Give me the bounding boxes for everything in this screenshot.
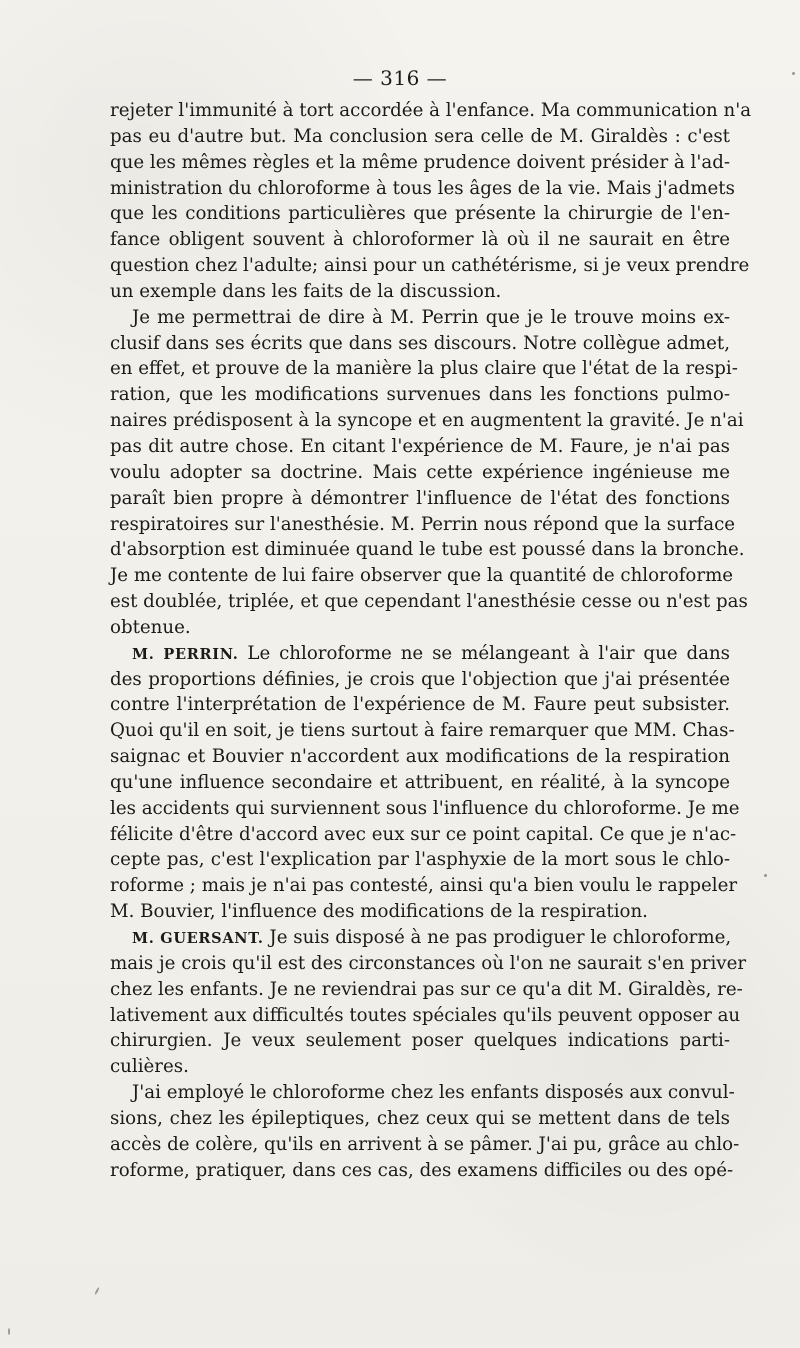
text-line: sions, chez les épileptiques, chez ceux qui se mettent dans de tels <box>110 1107 730 1129</box>
text-line: naires prédisposent à la syncope et en augmentent la gravité. Je n'ai <box>110 410 744 432</box>
text-line: pas dit autre chose. En citant l'expérience de M. Faure, je n'ai pas <box>110 435 730 457</box>
text-line: roforme, pratiquer, dans ces cas, des examens difficiles ou des opé- <box>110 1159 734 1181</box>
paragraph-perrin <box>110 641 740 925</box>
paragraph-convulsions <box>110 1080 740 1183</box>
paragraph-guersant <box>110 925 747 1080</box>
text-line: respiratoires sur l'anesthésie. M. Perrin nous répond que la surface <box>110 513 736 535</box>
text-line: accès de colère, qu'ils en arrivent à se pâmer. J'ai pu, grâce au chlo- <box>110 1133 740 1155</box>
text-line: en effet, et prouve de la manière la plus claire que l'état de la respi- <box>110 358 738 380</box>
text-line: les accidents qui surviennent sous l'influence du chloroforme. Je me <box>110 797 740 819</box>
text-line: Je me permettrai de dire à M. Perrin que je le trouve moins ex- <box>132 306 730 328</box>
text-line: rejeter l'immunité à tort accordée à l'enfance. Ma communication n'a <box>110 100 752 121</box>
paper-speck <box>8 1328 10 1335</box>
text-line: est doublée, triplée, et que cependant l'anesthésie cesse ou n'est pas <box>110 591 748 613</box>
text-line: culières. <box>110 1056 189 1078</box>
text-line: saignac et Bouvier n'accordent aux modifications de la respiration <box>110 746 730 768</box>
text-line <box>110 641 730 667</box>
text-line: ration, que les modifications survenues dans les fonctions pulmo- <box>110 384 730 406</box>
text-line: voulu adopter sa doctrine. Mais cette expérience ingénieuse me <box>110 461 730 483</box>
text-line: lativement aux difficultés toutes spéciales qu'ils peuvent opposer au <box>110 1004 741 1026</box>
text-line: Je me contente de lui faire observer que la quantité de chloroforme <box>110 565 734 587</box>
text-line: que les conditions particulières que présente la chirurgie de l'en- <box>110 203 730 225</box>
paper-speck <box>792 72 795 75</box>
text-line: chirurgien. Je veux seulement poser quelques indications parti- <box>110 1030 730 1052</box>
page-number: — 316 — <box>352 66 448 90</box>
text-line: paraît bien propre à démontrer l'influence de l'état des fonctions <box>110 487 730 509</box>
text-line: contre l'interprétation de l'expérience de M. Faure peut subsister. <box>110 694 730 716</box>
text-line <box>110 925 730 951</box>
text-line: fance obligent souvent à chloroformer là où il ne saurait en être <box>110 229 730 251</box>
text-line: félicite d'être d'accord avec eux sur ce point capital. Ce que je n'ac- <box>110 823 737 845</box>
speaker-line-text: Je suis disposé à ne pas prodiguer le chloroforme, <box>263 927 732 948</box>
paper-speck <box>94 1287 100 1295</box>
speaker-line-text: Le chloroforme ne se mélangeant à l'air que dans <box>238 642 730 664</box>
text-line: des proportions définies, je crois que l'objection que j'ai présentée <box>110 668 730 690</box>
text-line: cepte pas, c'est l'explication par l'asphyxie de la mort sous le chlo- <box>110 849 730 871</box>
speaker-name: M. PERRIN. <box>132 645 239 663</box>
text-line: question chez l'adulte; ainsi pour un cathétérisme, si je veux prendre <box>110 255 750 277</box>
text-line: obtenue. <box>110 616 191 638</box>
text-line: Quoi qu'il en soit, je tiens surtout à faire remarquer que MM. Chas- <box>110 720 735 742</box>
speaker-name: M. GUERSANT. <box>132 930 264 947</box>
paper-speck <box>764 874 767 877</box>
text-line: mais je crois qu'il est des circonstances où l'on ne saurait s'en priver <box>110 952 747 974</box>
main-text <box>110 98 752 1183</box>
text-line: pas eu d'autre but. Ma conclusion sera celle de M. Giraldès : c'est <box>110 125 730 147</box>
text-line: un exemple dans les faits de la discussion. <box>110 280 502 302</box>
paragraph-perrin-reply <box>110 305 748 641</box>
text-line: ministration du chloroforme à tous les âges de la vie. Mais j'admets <box>110 177 735 199</box>
text-line: que les mêmes règles et la même prudence doivent présider à l'ad- <box>110 151 730 173</box>
text-line: roforme ; mais je n'ai pas contesté, ainsi qu'a bien voulu le rappeler <box>110 875 738 897</box>
text-line: J'ai employé le chloroforme chez les enfants disposés aux convul- <box>132 1082 735 1104</box>
text-line: M. Bouvier, l'influence des modifications de la respiration. <box>110 901 648 923</box>
text-line: d'absorption est diminuée quand le tube est poussé dans la bronche. <box>110 539 745 561</box>
text-line: chez les enfants. Je ne reviendrai pas sur ce qu'a dit M. Giraldès, re- <box>110 978 743 1000</box>
text-line: qu'une influence secondaire et attribuent, en réalité, à la syncope <box>110 771 730 793</box>
text-line: clusif dans ses écrits que dans ses discours. Notre collègue admet, <box>110 332 730 354</box>
paragraph-immunity <box>110 98 752 305</box>
